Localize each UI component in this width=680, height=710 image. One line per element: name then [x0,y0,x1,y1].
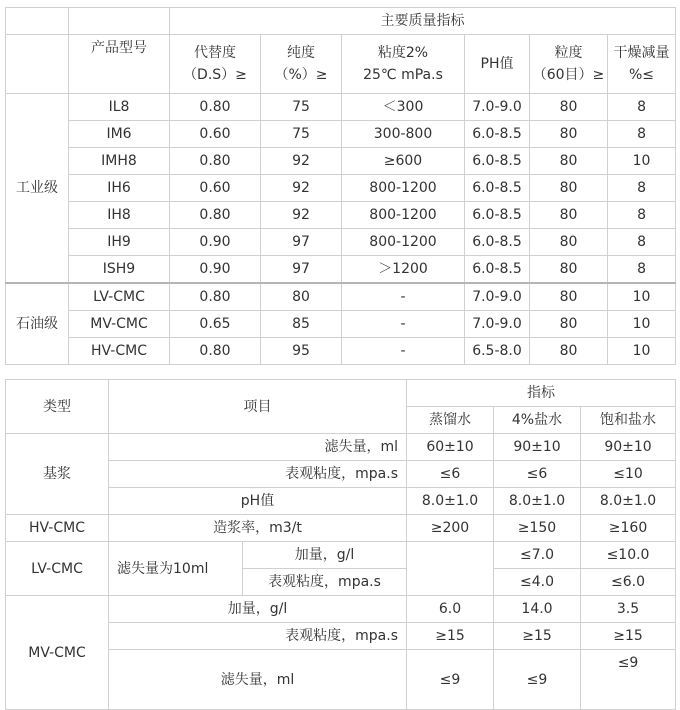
value-saturated: ≤10 [581,461,676,488]
col-header-purity [261,35,342,94]
cell-purity: 85 [261,311,342,338]
cell-mesh: 80 [530,338,608,365]
cell-ph: 6.0-8.5 [465,229,530,256]
group-label-petroleum: 石油级 [6,283,69,365]
cell-viscosity: 800-1200 [342,229,465,256]
cell-dry-loss: 10 [608,283,676,311]
col-header-viscosity [342,35,465,94]
cell-mesh: 80 [530,283,608,311]
col-header-ds [170,35,261,94]
lv-condition: 滤失量为10ml [109,542,243,596]
group-label-industrial: 工业级 [6,94,69,284]
value-distilled: ≥15 [407,623,494,650]
quality-indicators-header: 主要质量指标 [170,8,676,35]
group-corner [6,8,69,35]
value-distilled: 60±10 [407,434,494,461]
mud-performance-table [5,379,676,710]
group-header-blank [6,35,69,94]
cell-mesh: 80 [530,229,608,256]
cell-ds: 0.80 [170,338,261,365]
cell-ph: 6.5-8.0 [465,338,530,365]
cell-ph: 7.0-9.0 [465,311,530,338]
col-header-ph [465,35,530,94]
value-4pct: ≤7.0 [494,542,581,569]
mesh-line2: （60目）≥ [532,67,605,83]
cell-model: IM6 [69,121,170,148]
header-distilled-water: 蒸馏水 [407,407,494,434]
cell-purity: 97 [261,229,342,256]
cell-mesh: 80 [530,121,608,148]
cell-dry-loss: 8 [608,256,676,284]
value-4pct: 90±10 [494,434,581,461]
cell-model: IMH8 [69,148,170,175]
value-saturated: 8.0±1.0 [581,488,676,515]
mesh-line1: 粒度 [554,45,583,61]
cell-mesh: 80 [530,202,608,229]
cell-dry-loss: 8 [608,175,676,202]
cell-ds: 0.60 [170,121,261,148]
model-label: 产品型号 [91,40,147,56]
item-label: 加量，g/l [109,596,407,623]
cell-purity: 92 [261,148,342,175]
cell-model: ISH9 [69,256,170,284]
value-saturated: ≥160 [581,515,676,542]
cell-viscosity: 800-1200 [342,175,465,202]
cell-mesh: 80 [530,175,608,202]
cell-viscosity: ＜300 [342,94,465,121]
item-label: 表观粘度，mpa.s [109,461,407,488]
cell-model: IH9 [69,229,170,256]
purity-line1: 纯度 [287,45,315,61]
cell-dry-loss: 8 [608,94,676,121]
cell-ds: 0.80 [170,283,261,311]
cell-model: MV-CMC [69,311,170,338]
cell-ph: 6.0-8.5 [465,202,530,229]
value-distilled: ≤6 [407,461,494,488]
cell-ds: 0.80 [170,148,261,175]
value-saturated: ≤9 [581,650,676,710]
cell-purity: 97 [261,256,342,284]
cell-mesh: 80 [530,256,608,284]
col-header-mesh [530,35,608,94]
cell-viscosity: ≥600 [342,148,465,175]
cell-viscosity: - [342,338,465,365]
type-lv-cmc: LV-CMC [6,542,109,596]
col-header-dry-loss [608,35,676,94]
type-mv-cmc: MV-CMC [6,596,109,710]
item-label: 滤失量，ml [109,650,407,710]
cell-ph: 6.0-8.5 [465,121,530,148]
cell-viscosity: ＞1200 [342,256,465,284]
dry-line2: %≤ [629,67,655,83]
product-spec-table [5,7,676,365]
cell-purity: 92 [261,175,342,202]
cell-ph: 6.0-8.5 [465,256,530,284]
cell-model: IH8 [69,202,170,229]
value-saturated: ≥15 [581,623,676,650]
cell-viscosity: - [342,311,465,338]
cell-purity: 80 [261,283,342,311]
cell-ds: 0.60 [170,175,261,202]
header-item: 项目 [109,380,407,434]
cell-purity: 75 [261,94,342,121]
cell-viscosity: - [342,283,465,311]
value-4pct: ≤9 [494,650,581,710]
cell-model: LV-CMC [69,283,170,311]
model-header-top [69,8,170,35]
value-distilled: 6.0 [407,596,494,623]
header-4pct-brine: 4%盐水 [494,407,581,434]
item-label: 表观粘度，mpa.s [243,569,407,596]
cell-dry-loss: 8 [608,202,676,229]
value-saturated: 90±10 [581,434,676,461]
col-header-model [69,35,170,94]
cell-ph: 6.0-8.5 [465,148,530,175]
cell-purity: 95 [261,338,342,365]
item-label: 加量，g/l [243,542,407,569]
item-label: 造浆率，m3/t [109,515,407,542]
value-saturated: 3.5 [581,596,676,623]
cell-purity: 75 [261,121,342,148]
cell-ph: 6.0-8.5 [465,175,530,202]
cell-model: IL8 [69,94,170,121]
value-4pct: 8.0±1.0 [494,488,581,515]
ph-label: PH值 [480,56,514,72]
cell-ds: 0.65 [170,311,261,338]
item-label: 滤失量，ml [109,434,407,461]
cell-viscosity: 300-800 [342,121,465,148]
cell-viscosity: 800-1200 [342,202,465,229]
cell-dry-loss: 10 [608,338,676,365]
cell-ds: 0.80 [170,94,261,121]
value-4pct: ≥15 [494,623,581,650]
item-label: pH值 [109,488,407,515]
visc-line1: 粘度2% [377,45,429,61]
value-4pct: ≤6 [494,461,581,488]
type-base-mud: 基浆 [6,434,109,515]
cell-ds: 0.90 [170,256,261,284]
cell-ph: 7.0-9.0 [465,283,530,311]
dry-line1: 干燥减量 [613,45,670,61]
value-distilled-blank [407,542,494,596]
header-saturated-brine: 饱和盐水 [581,407,676,434]
value-saturated: ≤10.0 [581,542,676,569]
cell-mesh: 80 [530,148,608,175]
cell-dry-loss: 8 [608,229,676,256]
cell-model: IH6 [69,175,170,202]
cell-model: HV-CMC [69,338,170,365]
visc-line2: 25℃ mPa.s [363,67,443,83]
cell-ds: 0.80 [170,202,261,229]
value-distilled: ≤9 [407,650,494,710]
cell-ph: 7.0-9.0 [465,94,530,121]
cell-mesh: 80 [530,311,608,338]
cell-purity: 92 [261,202,342,229]
type-hv-cmc: HV-CMC [6,515,109,542]
header-indicator: 指标 [407,380,676,407]
value-distilled: ≥200 [407,515,494,542]
cell-dry-loss: 10 [608,311,676,338]
purity-line2: （%）≥ [274,67,328,83]
cell-ds: 0.90 [170,229,261,256]
item-label: 表观粘度，mpa.s [109,623,407,650]
value-distilled: 8.0±1.0 [407,488,494,515]
cell-dry-loss: 8 [608,121,676,148]
value-4pct: ≤4.0 [494,569,581,596]
ds-line2: （D.S）≥ [183,67,247,83]
cell-mesh: 80 [530,94,608,121]
value-4pct: 14.0 [494,596,581,623]
ds-line1: 代替度 [194,45,236,61]
header-type: 类型 [6,380,109,434]
cell-dry-loss: 10 [608,148,676,175]
value-4pct: ≥150 [494,515,581,542]
value-saturated: ≤6.0 [581,569,676,596]
